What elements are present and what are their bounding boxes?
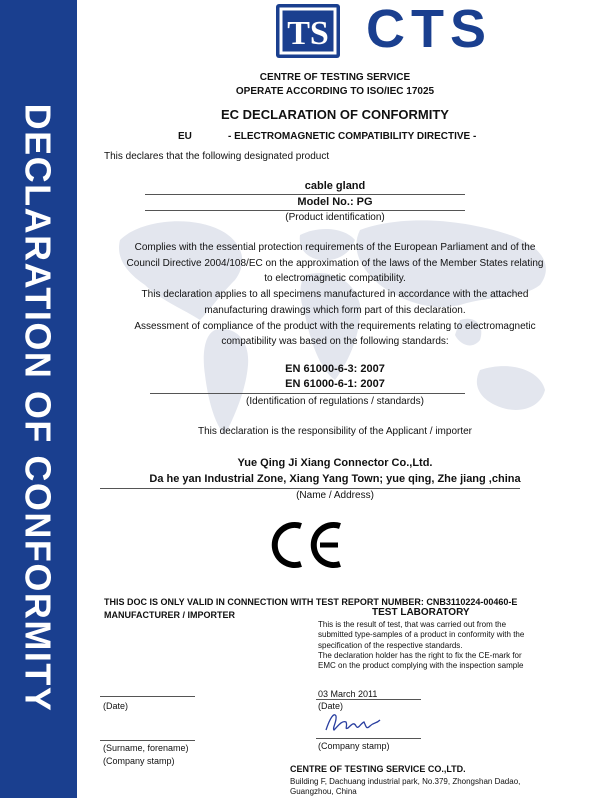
- applicant-caption: (Name / Address): [296, 490, 374, 501]
- compliance-line: Council Directive 2004/108/EC on the approximation of the laws of the Member States relating: [126, 257, 544, 269]
- compliance-line: Complies with the essential protection requirements of the European Parliament and of the: [134, 242, 536, 253]
- sidebar-title: DECLARATION OF CONFORMITY: [17, 103, 59, 713]
- compliance-text: [100, 240, 570, 350]
- name-label: (Surname, forename): [103, 743, 189, 753]
- compliance-line: manufacturing drawings which form part of this declaration.: [204, 304, 466, 316]
- validity-note: THIS DOC IS ONLY VALID IN CONNECTION WITH TEST REPORT NUMBER: CNB3110224-00460-E: [104, 597, 518, 607]
- product-caption: (Product identification): [285, 212, 385, 223]
- page-title: EC DECLARATION OF CONFORMITY: [221, 107, 449, 122]
- footer-city: Guangzhou, China: [290, 787, 357, 796]
- divider: [145, 210, 465, 211]
- date-label: (Date): [103, 701, 129, 711]
- standard-item: EN 61000-6-1: 2007: [285, 378, 385, 390]
- compliance-line: Assessment of compliance of the product with the requirements relating to electromagnetic: [134, 320, 536, 332]
- applicant-company: Yue Qing Ji Xiang Connector Co.,Ltd.: [237, 457, 433, 469]
- divider: [100, 488, 520, 489]
- footer-company: CENTRE OF TESTING SERVICE CO.,LTD.: [290, 764, 466, 774]
- compliance-line: to electromagnetic compatibility.: [264, 273, 406, 285]
- applicant-address: Da he yan Industrial Zone, Xiang Yang Town; yue qing, Zhe jiang ,china: [149, 473, 521, 485]
- manufacturer-title: MANUFACTURER / IMPORTER: [104, 610, 235, 620]
- logo-wordmark: CTS: [366, 0, 492, 59]
- divider: [145, 194, 465, 195]
- signature: [322, 708, 384, 736]
- svg-text:TS: TS: [287, 15, 329, 52]
- stamp-line: [316, 738, 421, 739]
- cts-logo: [276, 0, 536, 62]
- divider: [150, 393, 465, 394]
- ts-logo-icon: [276, 4, 340, 58]
- company-stamp-label: (Company stamp): [103, 756, 175, 766]
- standard-item: EN 61000-6-3: 2007: [285, 363, 385, 375]
- model-number: Model No.: PG: [297, 196, 373, 208]
- declares-text: This declares that the following designated product: [104, 151, 330, 162]
- directive-label: - ELECTROMAGNETIC COMPATIBILITY DIRECTIVE -: [228, 131, 477, 142]
- company-stamp-label: (Company stamp): [318, 741, 390, 751]
- date-label: (Date): [318, 701, 344, 711]
- compliance-line: compatibility was based on the following standards:: [221, 336, 449, 348]
- date-line: [100, 696, 195, 697]
- sidebar-banner: [0, 0, 77, 798]
- laboratory-title: TEST LABORATORY: [372, 607, 470, 618]
- date-line: [316, 699, 421, 700]
- responsibility-text: This declaration is the responsibility of the Applicant / importer: [197, 426, 473, 437]
- ce-mark-icon: [268, 520, 346, 570]
- standards-caption: (Identification of regulations / standards): [246, 396, 424, 407]
- iso-line: OPERATE ACCORDING TO ISO/IEC 17025: [235, 86, 435, 97]
- eu-label: EU: [178, 131, 192, 142]
- compliance-line: This declaration applies to all specimens manufactured in accordance with the attached: [141, 289, 529, 301]
- footer-address: Building F, Dachuang industrial park, No.379, Zhongshan Dadao,: [290, 777, 521, 786]
- laboratory-text: This is the result of test, that was carried out from the submitted type-samples of a product in conformity with the specification of the respective standards. The declaration holder has the right to fix the CE-mark for EMC on the product complying with the inspection sample: [318, 620, 525, 671]
- name-line: [100, 740, 195, 741]
- centre-name: CENTRE OF TESTING SERVICE: [259, 72, 411, 83]
- product-name: cable gland: [304, 180, 366, 192]
- test-date: 03 March 2011: [318, 689, 378, 699]
